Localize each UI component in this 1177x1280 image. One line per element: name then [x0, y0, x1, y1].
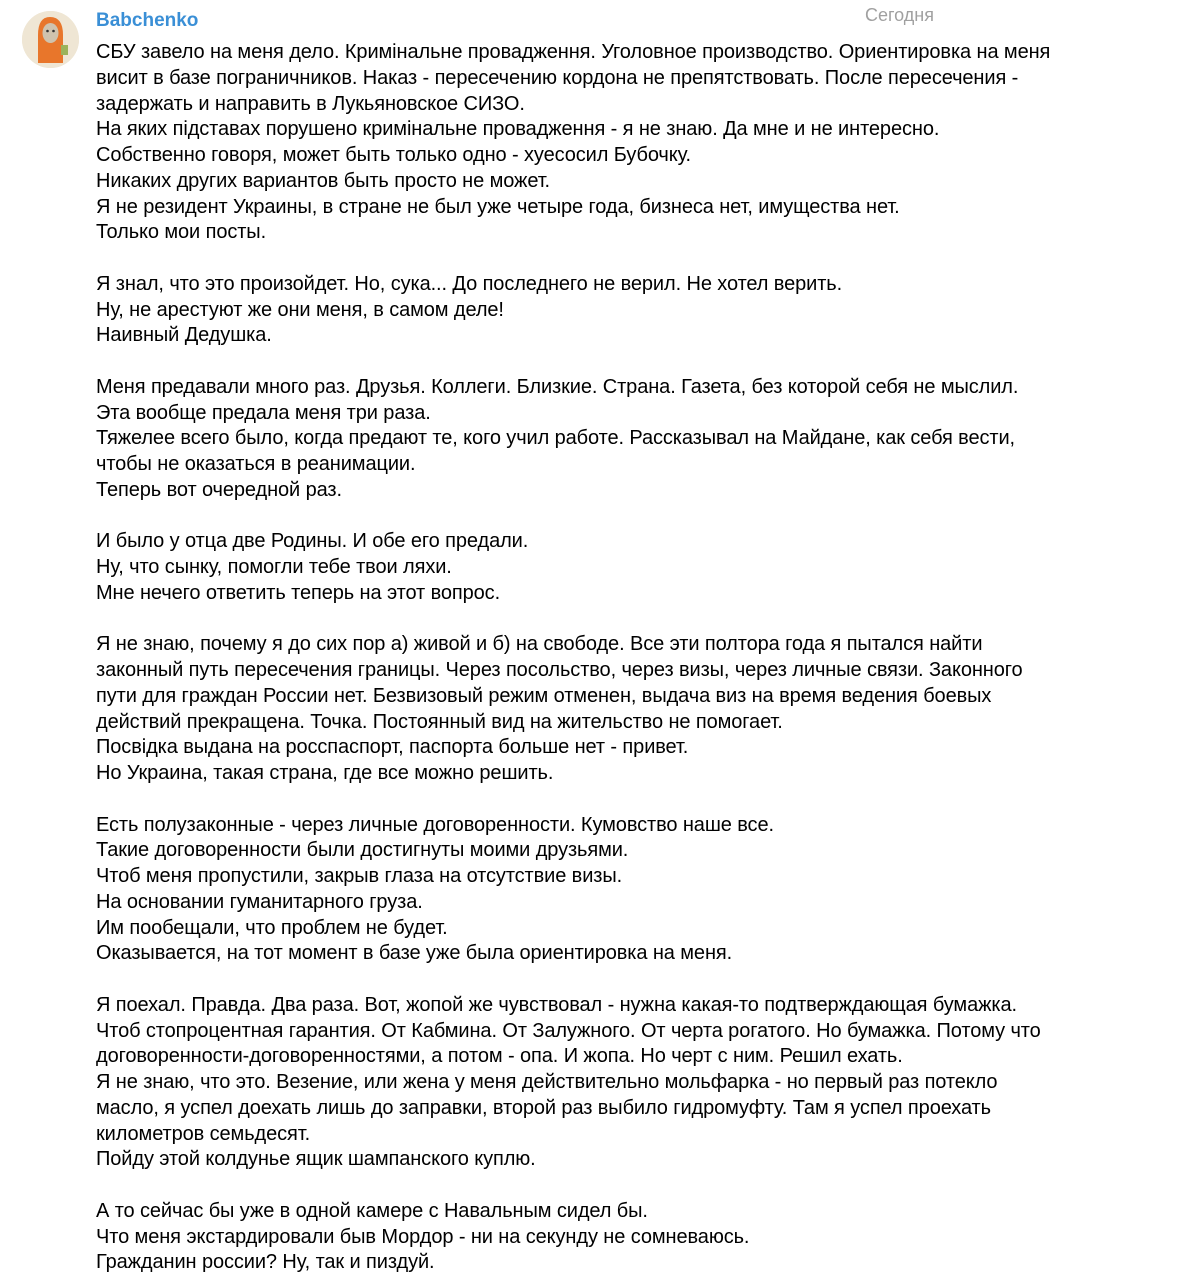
message-line: Эта вообще предала меня три раза. [96, 401, 431, 424]
message-line: СБУ завело на меня дело. Кримінальне провадження. Уголовное производство. Ориентировка на меня [96, 41, 1051, 63]
message-line: Ну, не арестуют же они меня, в самом деле! [96, 298, 504, 321]
message-line: Наивный Дедушка. [96, 324, 272, 347]
message-line: Я не резидент Украины, в стране не был уже четыре года, бизнеса нет, имущества нет. [96, 195, 900, 218]
message-line: Ну, что сынку, помогли тебе твои ляхи. [96, 556, 452, 578]
message-line: Только мои посты. [96, 221, 267, 244]
message-line: Но Украина, такая страна, где все можно решить. [96, 762, 554, 784]
paragraph-spacer [96, 246, 1171, 272]
paragraph-spacer [96, 607, 1171, 633]
message-text [96, 40, 1171, 1276]
paragraph-spacer [96, 349, 1171, 375]
message-line: Теперь вот очередной раз. [96, 478, 342, 501]
date-divider: Сегодня [865, 5, 934, 25]
message-line: Пойду этой колдунье ящик шампанского куплю. [96, 1148, 536, 1171]
message-line: Я не знаю, что это. Везение, или жена у меня действительно мольфарка - но первый раз потекло [96, 1071, 998, 1093]
avatar-cartoon-icon [22, 11, 79, 68]
message-line: Есть полузаконные - через личные договоренности. Кумовство наше все. [96, 813, 774, 836]
message-line: масло, я успел доехать лишь до заправки, второй раз выбило гидромуфту. Там я успел проехать [96, 1096, 991, 1119]
paragraph-spacer [96, 504, 1171, 530]
message-line: И было у отца две Родины. И обе его предали. [96, 530, 529, 553]
message-line: Чтоб стопроцентная гарантия. От Кабмина. От Залужного. От черта рогатого. Но бумажка. Потому что [96, 1019, 1041, 1042]
message-line: договоренности-договоренностями, а потом - опа. И жопа. Но черт с ним. Решил ехать. [96, 1045, 903, 1068]
message-line: Я поехал. Правда. Два раза. Вот, жопой же чувствовал - нужна какая-то подтверждающая бумажка. [96, 993, 1017, 1016]
message-line: Я знал, что это произойдет. Но, сука... До последнего не верил. Не хотел верить. [96, 272, 843, 295]
message-line: пути для граждан России нет. Безвизовый режим отменен, выдача виз на время ведения боевых [96, 684, 992, 707]
message-line: висит в базе пограничников. Наказ - пересечению кордона не препятствовать. После пересечения - [96, 66, 1019, 89]
avatar[interactable] [22, 11, 79, 68]
author-name[interactable]: Babchenko [96, 10, 199, 31]
message-line: А то сейчас бы уже в одной камере с Навальным сидел бы. [96, 1199, 648, 1222]
message-line: Посвідка выдана на росспаспорт, паспорта больше нет - привет. [96, 736, 689, 759]
message-line: Никаких других вариантов быть просто не может. [96, 169, 550, 192]
message-line: Собственно говоря, может быть только одно - хуесосил Бубочку. [96, 144, 691, 166]
message-line: задержать и направить в Лукьяновское СИЗО. [96, 92, 525, 115]
message-line: Гражданин россии? Ну, так и пиздуй. [96, 1251, 435, 1274]
message-line: действий прекращена. Точка. Постоянный вид на жительство не помогает. [96, 710, 783, 733]
paragraph-spacer [96, 967, 1171, 993]
message-line: Чтоб меня пропустили, закрыв глаза на отсутствие визы. [96, 865, 623, 887]
message-line: Что меня экстардировали быв Мордор - ни на секунду не сомневаюсь. [96, 1225, 750, 1248]
message-line: Такие договоренности были достигнуты моими друзьями. [96, 839, 629, 862]
message-line: законный путь пересечения границы. Через посольство, через визы, через личные связи. Законного [96, 659, 1023, 681]
message-line: Им пообещали, что проблем не будет. [96, 916, 448, 939]
message-line: Я не знаю, почему я до сих пор а) живой и б) на свободе. Все эти полтора года я пытался найти [96, 633, 983, 656]
paragraph-spacer [96, 1173, 1171, 1199]
message-line: На яких підставах порушено кримінальне провадження - я не знаю. Да мне и не интересно. [96, 118, 940, 141]
message-line: Меня предавали много раз. Друзья. Коллеги. Близкие. Страна. Газета, без которой себя не мыслил. [96, 375, 1019, 398]
message-line: На основании гуманитарного груза. [96, 890, 423, 913]
message-line: Тяжелее всего было, когда предают те, кого учил работе. Рассказывал на Майдане, как себя вести, [96, 427, 1015, 450]
message-line: Мне нечего ответить теперь на этот вопрос. [96, 581, 501, 604]
message-line: чтобы не оказаться в реанимации. [96, 453, 416, 475]
message-line: километров семьдесят. [96, 1122, 311, 1145]
message-line: Оказывается, на тот момент в базе уже была ориентировка на меня. [96, 942, 733, 965]
paragraph-spacer [96, 787, 1171, 813]
